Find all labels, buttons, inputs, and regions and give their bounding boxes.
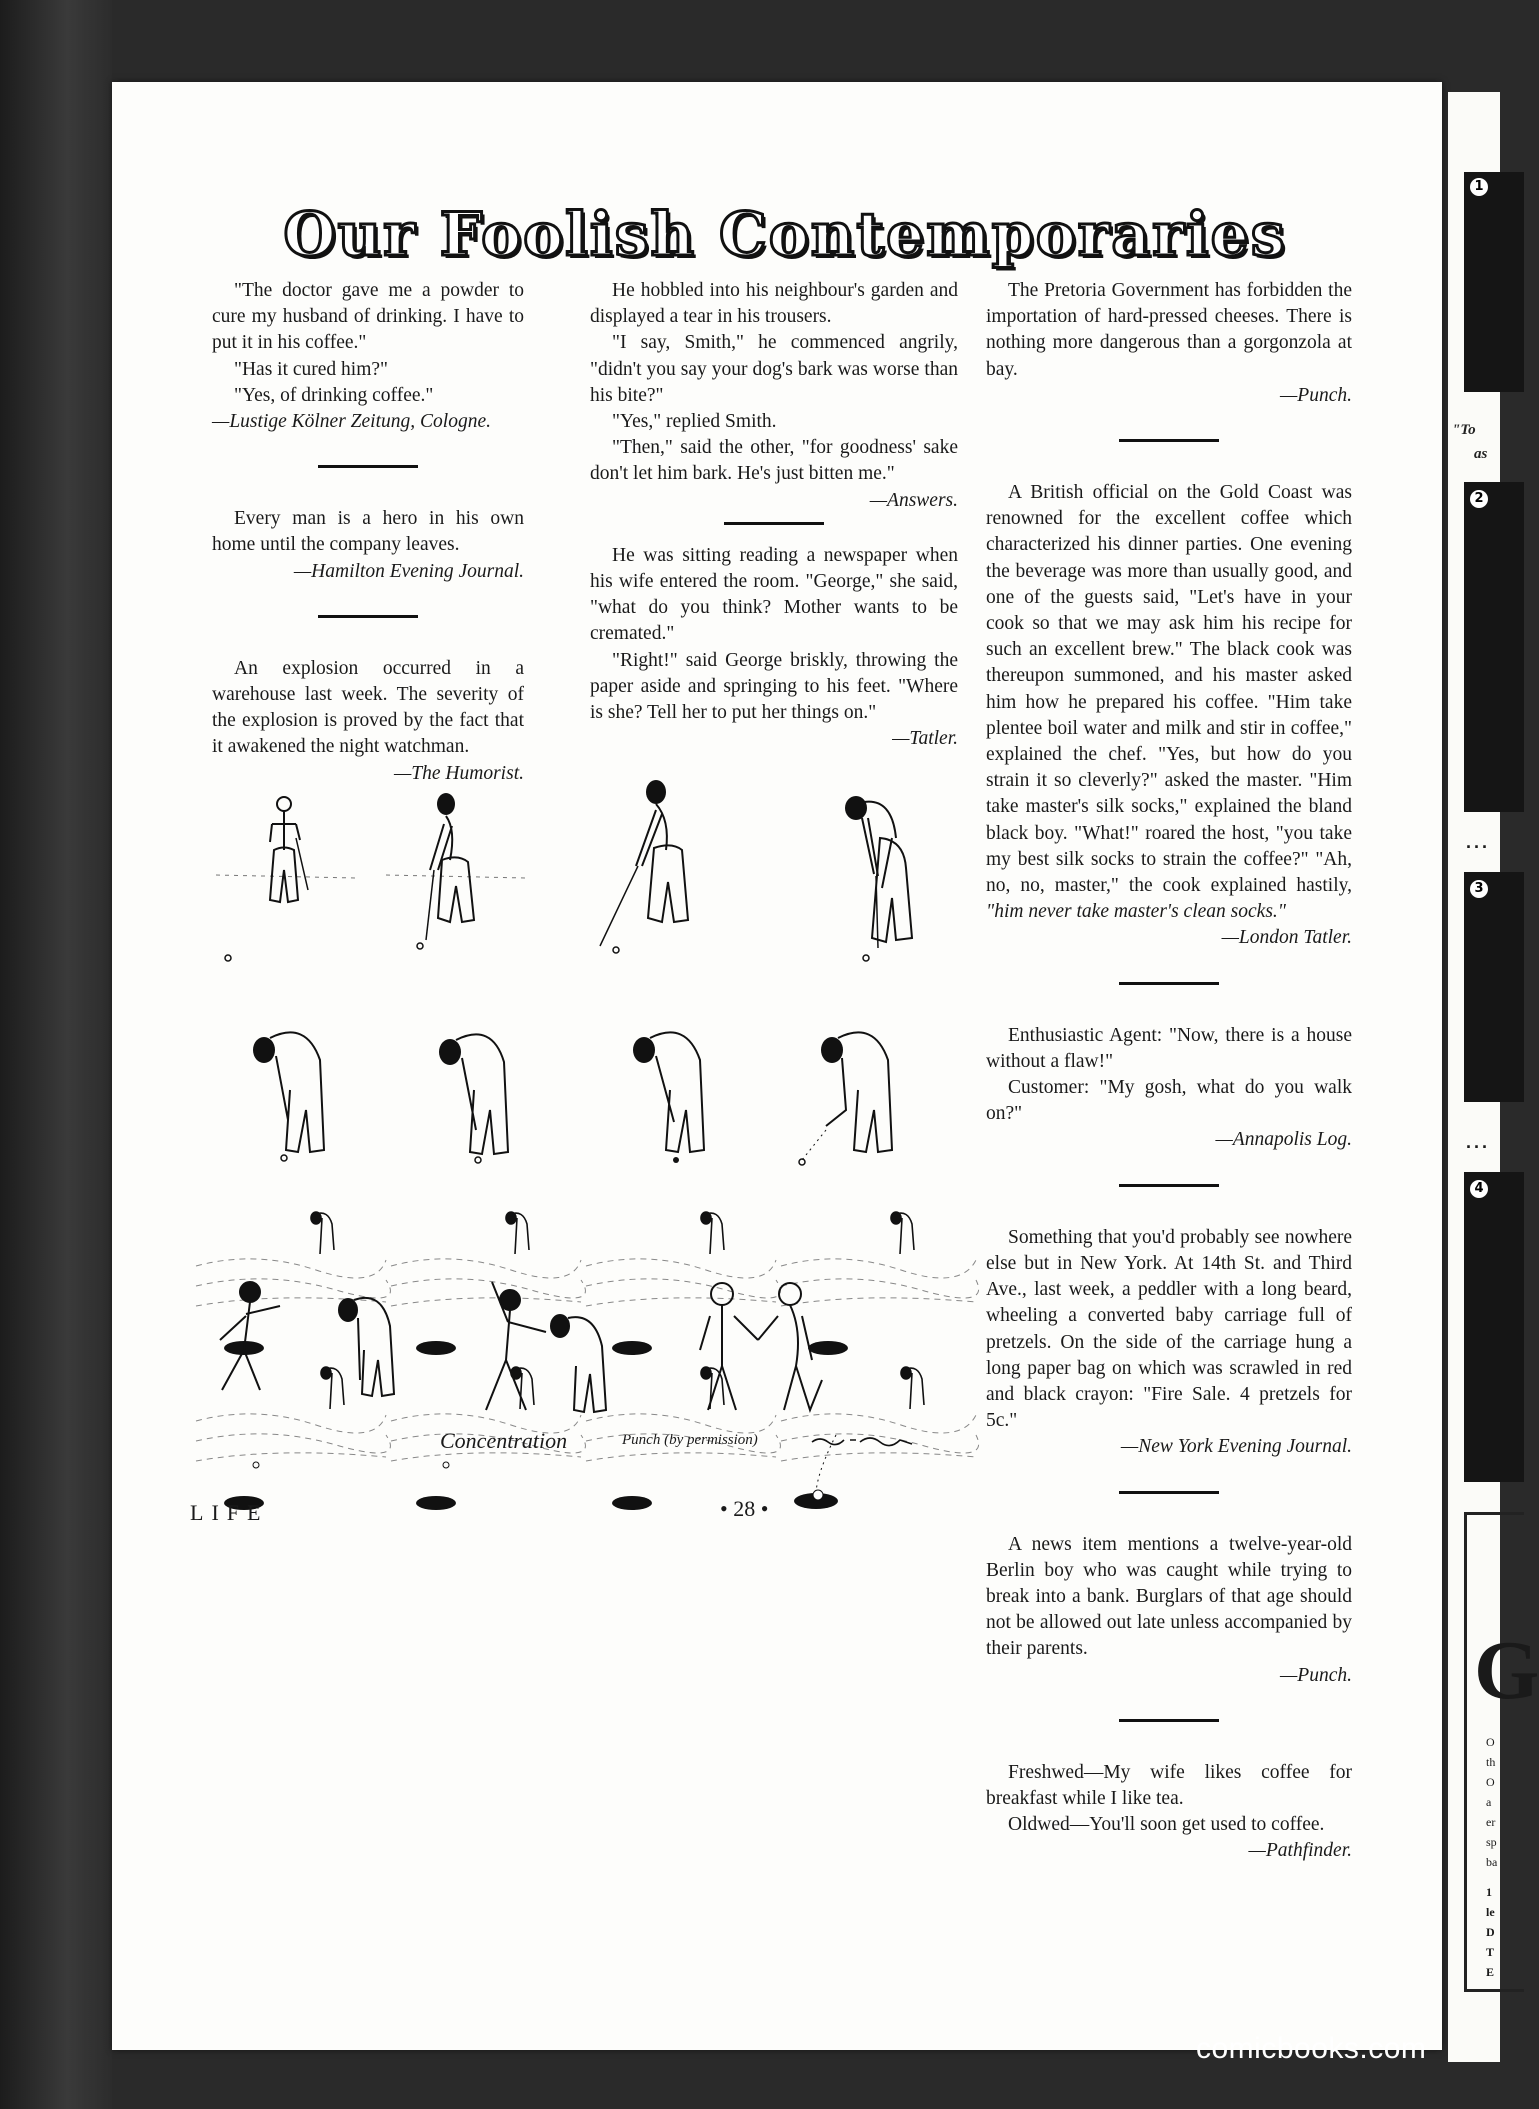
fragment: le (1486, 1905, 1495, 1919)
magazine-name: LIFE (190, 1500, 269, 1525)
comic-caption: Concentration (440, 1428, 568, 1453)
fragment: th (1486, 1755, 1496, 1769)
joke-text: An explosion occurred in a warehouse last week. The severity of the explosion is proved by the fact that it awakened the night watchman. (212, 657, 524, 758)
comic-final-panels (210, 1270, 970, 1420)
fragment: E (1486, 1965, 1495, 1979)
joke-source: —Answers. (869, 489, 958, 511)
golfer-figure (796, 778, 956, 978)
fragment: O (1486, 1735, 1495, 1749)
joke-text: "Yes," replied Smith. (612, 411, 777, 433)
page-number: • 28 • (720, 1496, 769, 1521)
section-divider (318, 465, 418, 468)
next-page-dots: ... (1466, 832, 1491, 852)
joke-source: —Punch. (1279, 1664, 1352, 1686)
joke-item (590, 278, 958, 514)
joke-item (986, 278, 1352, 409)
joke-text: "Right!" said George briskly, throwing the paper aside and springing to his feet. "Where is she? Tell her to put her things on." (590, 649, 958, 724)
section-divider (1119, 982, 1219, 985)
joke-source: —Annapolis Log. (1215, 1129, 1352, 1151)
joke-item (986, 1225, 1352, 1461)
joke-source: —The Humorist. (393, 762, 524, 784)
next-page-photo-1 (1464, 172, 1524, 392)
joke-text: The Pretoria Government has forbidden the importation of hard-pressed cheeses. There is nothing more dangerous than a gorgonzola at bay. (986, 280, 1352, 380)
joke-text: "Has it cured him?" (234, 358, 389, 380)
column-1 (212, 278, 524, 817)
joke-source: —London Tatler. (1221, 927, 1352, 949)
joke-item (212, 278, 524, 435)
joke-source: —Hamilton Evening Journal. (293, 560, 524, 582)
joke-text: He was sitting reading a newspaper when his wife entered the room. "George," she said, "what do you think? Mother wants to be cremated." (590, 544, 958, 645)
joke-source: —Lustige Kölner Zeitung, Cologne. (212, 411, 491, 433)
comic-credit: Punch (by permission) (622, 1432, 758, 1448)
next-page-fragments (1486, 1732, 1497, 1982)
fragment: a (1486, 1795, 1492, 1809)
joke-text: "The doctor gave me a powder to cure my husband of drinking. I have to put it in his coffee." (212, 280, 524, 354)
joke-text: "Yes, of drinking coffee." (234, 384, 434, 406)
column-3 (986, 278, 1352, 1895)
joke-text: Something that you'd probably see nowhere else but in New York. At 14th St. and Third Ave., last week, a peddler with a long beard, wheeling a converted baby carriage full of pretzels. On the side of the carriage hung a long paper bag on which was scrawled in red and black crayon: "Fire Sale. 4 pretzels for 5c." (986, 1226, 1352, 1432)
golfer-figure (576, 770, 736, 970)
scan-left-edge (0, 0, 112, 2109)
golfer-figure (796, 1010, 926, 1180)
section-divider (1119, 1491, 1219, 1494)
golfer-figure (216, 790, 356, 970)
golfer-figure (386, 790, 526, 970)
fragment: ba (1486, 1855, 1498, 1869)
joke-item (986, 480, 1352, 952)
joke-source: —Pathfinder. (1248, 1840, 1352, 1862)
joke-text: A British official on the Gold Coast was renowned for the excellent coffee which characterized his dinner parties. One evening the beverage was more than usually good, and one of the guests said, "Let's have in your cook so that we may ask him his recipe for such an excellent brew." The black cook was thereupon summoned, and his master asked him how he prepared his coffee. "Him take plentee boil water and milk and stir in coffee," explained the chef. "Yes, but how do you strain it so cleverly?" asked the master. "Him take master's silk socks," explained the bland black boy. "What!" roared the host, "you take my best silk socks to strain the coffee?" "Ah, no, no, master," the cook explained hastily, (986, 482, 1352, 897)
joke-source: —Punch. (1279, 384, 1352, 406)
next-page-snippet: "To (1452, 422, 1476, 438)
column-2 (590, 278, 958, 782)
joke-text: "I say, Smith," he commenced angrily, "didn't you say your dog's bark was worse than his bite?" (590, 332, 958, 406)
page-title: Our Foolish Contemporaries (283, 200, 1287, 270)
joke-item (986, 1760, 1352, 1865)
joke-item (212, 656, 524, 787)
fragment: D (1486, 1925, 1495, 1939)
joke-item (986, 1532, 1352, 1689)
joke-text: Oldwed—You'll soon get used to coffee. (1008, 1814, 1325, 1836)
joke-text: He hobbled into his neighbour's garden and displayed a tear in his trousers. (590, 280, 958, 328)
section-divider (1119, 1719, 1219, 1722)
section-divider (1119, 1184, 1219, 1187)
next-page-photo-3 (1464, 872, 1524, 1102)
fragment: O (1486, 1775, 1495, 1789)
watermark: comicbooks.com (1196, 2032, 1427, 2065)
joke-text: Enthusiastic Agent: "Now, there is a house without a flaw!" (986, 1024, 1352, 1072)
adjacent-page-strip (1448, 92, 1539, 2062)
section-divider (318, 615, 418, 618)
next-page-dots: ... (1466, 1132, 1491, 1152)
fragment: 1 (1486, 1885, 1492, 1899)
joke-text: Freshwed—My wife likes coffee for breakfast while I like tea. (986, 1761, 1352, 1809)
joke-text: "Then," said the other, "for goodness' sake don't let him bark. He's just bitten me." (590, 437, 958, 485)
joke-item (986, 1023, 1352, 1154)
next-page-number-4: 4 (1470, 1180, 1488, 1198)
joke-item (590, 543, 958, 753)
artist-signature (810, 1434, 914, 1446)
joke-text: A news item mentions a twelve-year-old Berlin boy who was caught while trying to break into a bank. Burglars of that age should not be allowed out late unless accompanied by their parents. (986, 1533, 1352, 1660)
next-page-number-2: 2 (1470, 490, 1488, 508)
joke-text: Customer: "My gosh, what do you walk on?" (986, 1077, 1352, 1125)
joke-text: Every man is a hero in his own home until the company leaves. (212, 508, 524, 556)
golfer-figure (614, 1010, 734, 1180)
section-divider (1119, 439, 1219, 442)
next-page-number-3: 3 (1470, 880, 1488, 898)
joke-punchline: "him never take master's clean socks." (986, 901, 1286, 923)
joke-item (212, 506, 524, 585)
section-divider (724, 522, 824, 525)
fragment: sp (1486, 1835, 1497, 1849)
golfer-figure (418, 1010, 538, 1180)
next-page-number-1: 1 (1470, 178, 1488, 196)
next-page-snippet: as (1474, 446, 1488, 462)
joke-source: —New York Evening Journal. (1120, 1436, 1352, 1458)
next-page-drop-cap: G (1474, 1624, 1539, 1717)
fragment: T (1486, 1945, 1495, 1959)
fragment: er (1486, 1815, 1496, 1829)
next-page-photo-2 (1464, 482, 1524, 812)
joke-source: —Tatler. (892, 728, 958, 750)
golfer-figure (236, 1010, 356, 1180)
next-page-photo-4 (1464, 1172, 1524, 1482)
